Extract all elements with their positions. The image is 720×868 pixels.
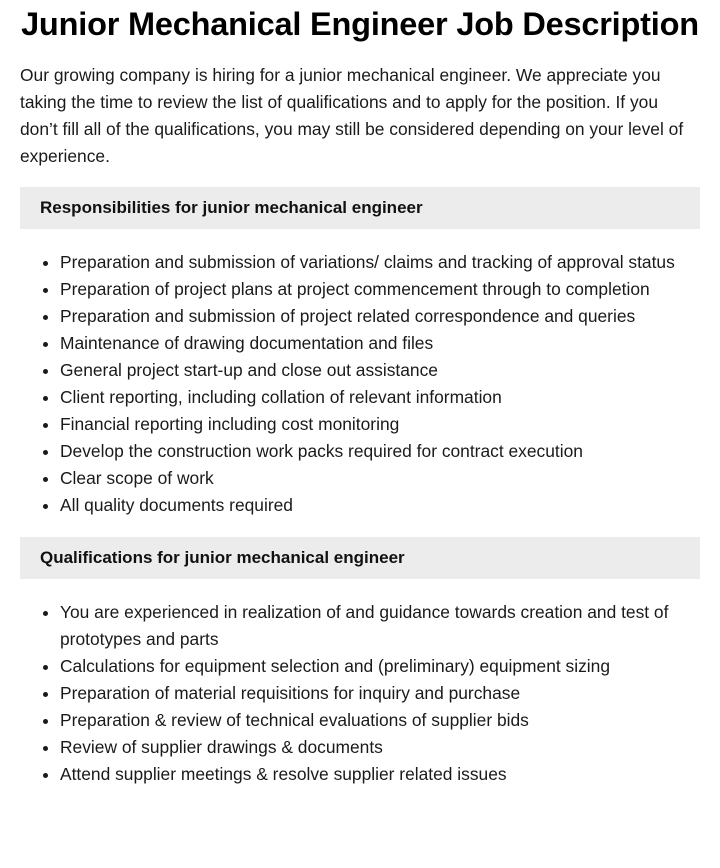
list-item: Preparation of project plans at project commencement through to completion — [60, 276, 700, 303]
list-item: Calculations for equipment selection and (preliminary) equipment sizing — [60, 653, 700, 680]
list-item: Financial reporting including cost monitoring — [60, 411, 700, 438]
list-item: Preparation and submission of project related correspondence and queries — [60, 303, 700, 330]
list-item: Review of supplier drawings & documents — [60, 734, 700, 761]
page-title: Junior Mechanical Engineer Job Description — [21, 6, 699, 42]
intro-paragraph: Our growing company is hiring for a junior mechanical engineer. We appreciate you taking the time to review the list of qualifications and to apply for the position. If you don’t fill all of the qualifications, you may still be considered depending on your level of experience. — [20, 65, 684, 166]
list-item: Preparation and submission of variations/ claims and tracking of approval status — [60, 249, 700, 276]
list-item: Develop the construction work packs required for contract execution — [60, 438, 700, 465]
qualifications-heading: Qualifications for junior mechanical engineer — [20, 537, 700, 579]
list-item: Client reporting, including collation of relevant information — [60, 384, 700, 411]
qualifications-section — [20, 537, 700, 788]
responsibilities-heading: Responsibilities for junior mechanical engineer — [20, 187, 700, 229]
responsibilities-section — [20, 187, 700, 519]
list-item: General project start-up and close out assistance — [60, 357, 700, 384]
list-item: You are experienced in realization of and guidance towards creation and test of prototypes and parts — [60, 599, 700, 653]
list-item: Maintenance of drawing documentation and files — [60, 330, 700, 357]
list-item: Preparation & review of technical evaluations of supplier bids — [60, 707, 700, 734]
list-item: Preparation of material requisitions for inquiry and purchase — [60, 680, 700, 707]
qualifications-list — [20, 599, 700, 788]
responsibilities-list — [20, 249, 700, 519]
list-item: All quality documents required — [60, 492, 700, 519]
list-item: Attend supplier meetings & resolve supplier related issues — [60, 761, 700, 788]
list-item: Clear scope of work — [60, 465, 700, 492]
